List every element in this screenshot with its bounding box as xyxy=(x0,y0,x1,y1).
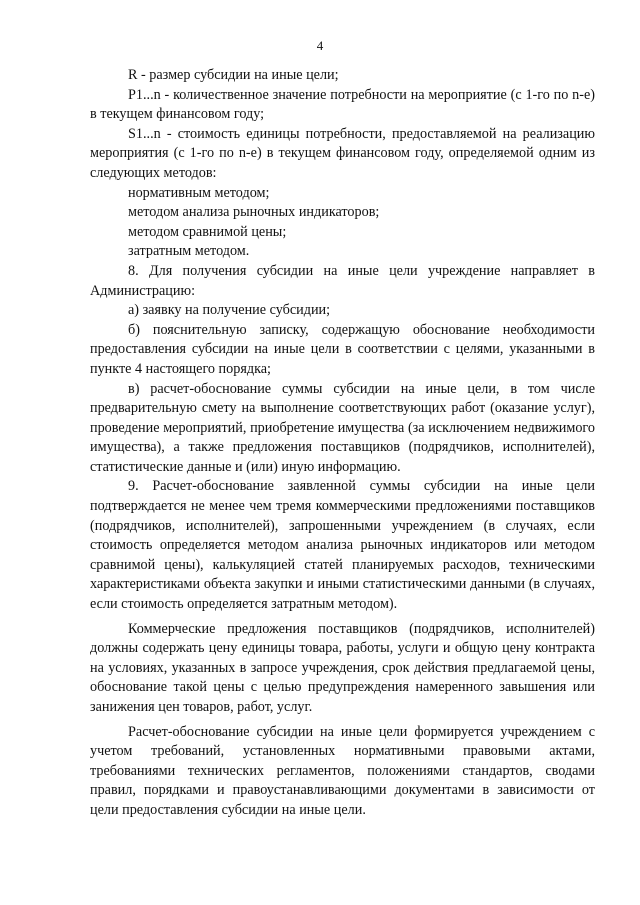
page-number: 4 xyxy=(316,38,324,53)
method-item-comparable-price: методом сравнимой цены; xyxy=(128,223,287,240)
document-body xyxy=(90,66,595,821)
paragraph-r-definition: R - размер субсидии на иные цели; xyxy=(128,67,339,83)
paragraph-calculation-formation: Расчет-обоснование субсидии на иные цели формируется учреждением с учетом требований, установленных нормативными правовыми актами, требованиями технических регламентов, положениями стандартов, сводами правил, порядками и правоустанавливающими документами в зависимости от цели предоставления субсидии на иные цели. xyxy=(90,723,595,818)
method-item-normative: нормативным методом; xyxy=(128,184,270,201)
clause-8-item-b: б) пояснительную записку, содержащую обоснование необходимости предоставления субсидии на иные цели в соответствии с целями, указанными в пункте 4 настоящего порядка; xyxy=(90,321,595,377)
clause-8-item-c: в) расчет-обоснование суммы субсидии на иные цели, в том числе предварительную смету на выполнение соответствующих работ (оказание услуг), проведение мероприятий, приобретение имущества (за исключением недвижимого имущества), а также предложения поставщиков (подрядчиков, исполнителей), статистические данные и (или) иную информацию. xyxy=(90,380,595,475)
method-item-market-analysis: методом анализа рыночных индикаторов; xyxy=(128,204,380,221)
paragraph-commercial-offers: Коммерческие предложения поставщиков (подрядчиков, исполнителей) должны содержать цену единицы товара, работы, услуги и общую цену контракта на условиях, указанных в запросе учреждения, срок действия предлагаемой цены, обоснование такой цены с целью предупреждения намеренного завышения или занижения цен товаров, работ, услуг. xyxy=(90,620,595,715)
paragraph-s-definition: S1...n - стоимость единицы потребности, предоставляемой на реализацию мероприятия (с 1-го по n-е) в текущем финансовом году, определяемой одним из следующих методов: xyxy=(90,125,595,181)
paragraph-p-definition: P1...n - количественное значение потребности на мероприятие (с 1-го по n-е) в текущем финансовом году; xyxy=(90,86,595,123)
paragraph-clause-8: 8. Для получения субсидии на иные цели учреждение направляет в Администрацию: xyxy=(90,262,595,299)
method-item-cost: затратным методом. xyxy=(128,243,250,260)
paragraph-clause-9: 9. Расчет-обоснование заявленной суммы субсидии на иные цели подтверждается не менее чем тремя коммерческими предложениями поставщиков (подрядчиков, исполнителей), запрошенными учреждением (в случаях, если стоимость определяется методом анализа рыночных индикаторов или методом сравнимой цены), калькуляцией статей планируемых расходов, техническими характеристиками объекта закупки и иными статистическими данными (в случаях, если стоимость определяется затратным методом). xyxy=(90,478,595,613)
clause-8-item-a: а) заявку на получение субсидии; xyxy=(128,302,331,319)
